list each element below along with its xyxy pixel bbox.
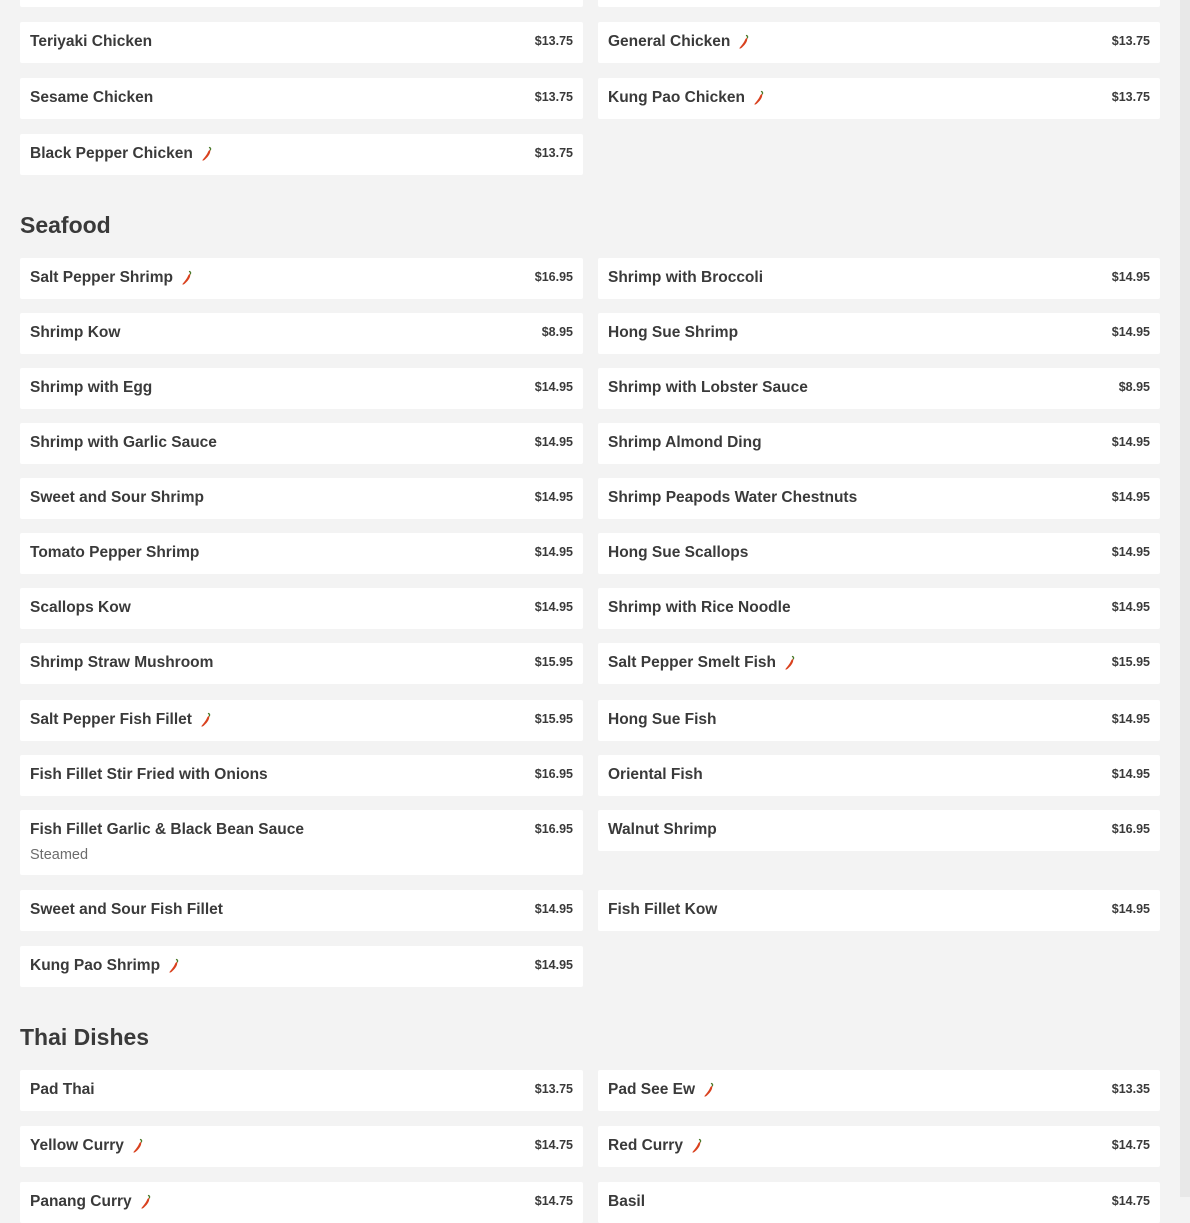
menu-item-card[interactable]	[20, 258, 583, 299]
menu-item-name: Black Pepper Chicken	[30, 145, 214, 163]
menu-item-price: $14.75	[1111, 1138, 1150, 1152]
menu-item-card[interactable]	[598, 700, 1160, 741]
menu-item-name: Yellow Curry	[30, 1137, 145, 1155]
menu-item-card[interactable]	[20, 134, 583, 175]
menu-item-card[interactable]	[598, 643, 1160, 684]
menu-item-name: Hong Sue Shrimp	[608, 324, 739, 341]
menu-item-card[interactable]	[20, 478, 583, 519]
menu-item-card[interactable]	[20, 423, 583, 464]
menu-item-price: $14.95	[1111, 270, 1150, 284]
menu-item-price: $16.95	[1111, 822, 1150, 836]
menu-item-price: $15.95	[534, 655, 573, 669]
menu-item-name: Kung Pao Chicken	[608, 89, 766, 107]
menu-item-name: Shrimp Straw Mushroom	[30, 654, 214, 671]
menu-item-name: Fish Fillet Kow	[608, 901, 718, 918]
menu-item-price: $16.95	[534, 767, 573, 781]
chili-pepper-icon	[737, 34, 751, 50]
menu-item-price: $14.95	[1111, 435, 1150, 449]
menu-item-card[interactable]	[20, 890, 583, 931]
chili-pepper-icon	[702, 1082, 716, 1098]
menu-item-name: Shrimp with Broccoli	[608, 269, 764, 286]
chili-pepper-icon	[131, 1138, 145, 1154]
menu-item-card-cut[interactable]	[20, 0, 583, 7]
menu-item-description: Steamed	[30, 847, 89, 863]
menu-item-card[interactable]	[20, 810, 583, 875]
menu-item-name: Salt Pepper Fish Fillet	[30, 711, 213, 729]
menu-item-card[interactable]	[598, 1126, 1160, 1167]
menu-item-card[interactable]	[598, 478, 1160, 519]
menu-item-card[interactable]	[20, 22, 583, 63]
section-title-seafood: Seafood	[20, 212, 111, 238]
chili-pepper-icon	[200, 146, 214, 162]
menu-item-price: $14.75	[1111, 1194, 1150, 1208]
menu-item-name: General Chicken	[608, 33, 751, 51]
menu-item-name: Shrimp with Garlic Sauce	[30, 434, 217, 451]
menu-item-price: $13.75	[1111, 34, 1150, 48]
menu-item-card[interactable]	[598, 258, 1160, 299]
menu-item-name: Fish Fillet Garlic & Black Bean Sauce	[30, 821, 304, 838]
menu-item-price: $14.95	[1111, 325, 1150, 339]
menu-item-card[interactable]	[20, 588, 583, 629]
menu-item-price: $14.75	[534, 1194, 573, 1208]
menu-item-name: Hong Sue Scallops	[608, 544, 749, 561]
chili-pepper-icon	[180, 270, 194, 286]
menu-item-name: Red Curry	[608, 1137, 704, 1155]
menu-item-name: Shrimp Almond Ding	[608, 434, 762, 451]
menu-item-name: Tomato Pepper Shrimp	[30, 544, 200, 561]
menu-item-price: $8.95	[1118, 380, 1150, 394]
menu-item-price: $14.95	[1111, 902, 1150, 916]
menu-item-name: Scallops Kow	[30, 599, 131, 616]
menu-item-card[interactable]	[20, 643, 583, 684]
menu-item-price: $16.95	[534, 270, 573, 284]
menu-item-name: Walnut Shrimp	[608, 821, 717, 838]
menu-item-name: Oriental Fish	[608, 766, 703, 783]
menu-item-card[interactable]	[20, 755, 583, 796]
menu-item-name: Pad Thai	[30, 1081, 95, 1098]
menu-item-name: Kung Pao Shrimp	[30, 957, 181, 975]
menu-item-price: $13.75	[534, 146, 573, 160]
section-title-thai: Thai Dishes	[20, 1024, 150, 1050]
chili-pepper-icon	[690, 1138, 704, 1154]
menu-item-price: $16.95	[534, 822, 573, 836]
menu-item-name: Fish Fillet Stir Fried with Onions	[30, 766, 268, 783]
menu-item-card[interactable]	[598, 533, 1160, 574]
menu-item-card[interactable]	[598, 890, 1160, 931]
menu-item-card[interactable]	[20, 1182, 583, 1223]
menu-item-price: $13.75	[1111, 90, 1150, 104]
menu-item-name: Teriyaki Chicken	[30, 33, 153, 50]
menu-item-name: Sweet and Sour Shrimp	[30, 489, 204, 506]
menu-item-name: Shrimp with Egg	[30, 379, 153, 396]
menu-item-name: Sesame Chicken	[30, 89, 154, 106]
menu-item-card[interactable]	[20, 1070, 583, 1111]
menu-item-price: $14.95	[534, 545, 573, 559]
menu-item-price: $13.75	[534, 34, 573, 48]
menu-item-card[interactable]	[598, 755, 1160, 796]
menu-item-price: $14.95	[534, 435, 573, 449]
menu-item-card[interactable]	[20, 313, 583, 354]
scrollbar[interactable]	[1180, 0, 1190, 1197]
menu-item-card[interactable]	[20, 946, 583, 987]
menu-item-name: Panang Curry	[30, 1193, 153, 1211]
menu-item-price: $14.95	[534, 490, 573, 504]
menu-item-price: $15.95	[1111, 655, 1150, 669]
menu-item-name: Shrimp with Lobster Sauce	[608, 379, 808, 396]
menu-item-price: $13.75	[534, 1082, 573, 1096]
menu-item-card[interactable]	[598, 1182, 1160, 1223]
menu-item-price: $14.95	[534, 902, 573, 916]
menu-item-price: $13.35	[1111, 1082, 1150, 1096]
menu-item-card[interactable]	[598, 78, 1160, 119]
menu-item-card[interactable]	[598, 588, 1160, 629]
menu-item-card[interactable]	[598, 1070, 1160, 1111]
menu-item-price: $14.95	[1111, 490, 1150, 504]
menu-item-price: $15.95	[534, 712, 573, 726]
chili-pepper-icon	[167, 958, 181, 974]
menu-item-price: $14.75	[534, 1138, 573, 1152]
chili-pepper-icon	[199, 712, 213, 728]
chili-pepper-icon	[783, 655, 797, 671]
menu-item-name: Shrimp Kow	[30, 324, 121, 341]
menu-item-card[interactable]	[598, 313, 1160, 354]
menu-item-price: $14.95	[1111, 545, 1150, 559]
menu-item-card[interactable]	[598, 368, 1160, 409]
menu-item-price: $14.95	[1111, 712, 1150, 726]
menu-item-name: Salt Pepper Smelt Fish	[608, 654, 797, 672]
menu-item-price: $8.95	[541, 325, 573, 339]
menu-item-price: $14.95	[1111, 600, 1150, 614]
menu-item-card-cut[interactable]	[598, 0, 1160, 7]
menu-item-name: Shrimp Peapods Water Chestnuts	[608, 489, 858, 506]
menu-item-price: $13.75	[534, 90, 573, 104]
menu-item-card[interactable]	[598, 423, 1160, 464]
menu-item-price: $14.95	[534, 600, 573, 614]
menu-item-card[interactable]	[20, 78, 583, 119]
menu-item-card[interactable]	[20, 700, 583, 741]
chili-pepper-icon	[139, 1194, 153, 1210]
menu-item-name: Hong Sue Fish	[608, 711, 717, 728]
menu-item-price: $14.95	[1111, 767, 1150, 781]
menu-item-card[interactable]	[20, 1126, 583, 1167]
menu-item-name: Basil	[608, 1193, 646, 1210]
menu-item-name: Salt Pepper Shrimp	[30, 269, 194, 287]
menu-item-name: Sweet and Sour Fish Fillet	[30, 901, 223, 918]
menu-item-name: Pad See Ew	[608, 1081, 716, 1099]
menu-item-card[interactable]	[598, 22, 1160, 63]
menu-item-card[interactable]	[20, 533, 583, 574]
chili-pepper-icon	[752, 90, 766, 106]
menu-item-price: $14.95	[534, 380, 573, 394]
menu-item-price: $14.95	[534, 958, 573, 972]
menu-item-name: Shrimp with Rice Noodle	[608, 599, 791, 616]
menu-item-card[interactable]	[598, 810, 1160, 851]
menu-item-card[interactable]	[20, 368, 583, 409]
